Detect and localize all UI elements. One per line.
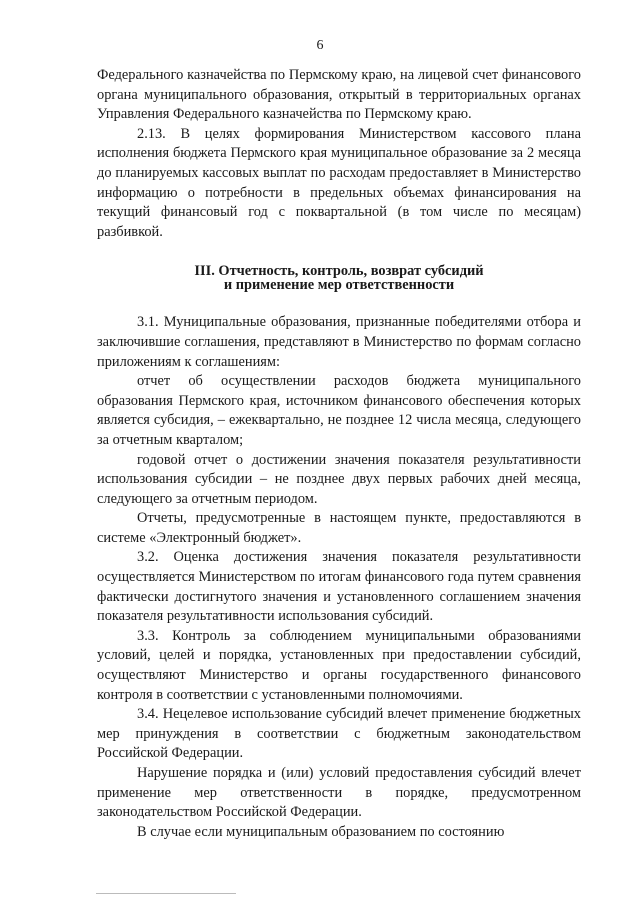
paragraph: 3.3. Контроль за соблюдением муниципальными образованиями условий, целей и порядка, установленных при предоставлении субсидий, осуществляют Министерство и органы государственного финансового контроля в соответствии с установленными полномочиями. [97, 627, 581, 703]
page-number: 6 [316, 38, 324, 53]
paragraph: годовой отчет о достижении значения показателя результативности использования субсидии – не позднее двух первых рабочих дней месяца, следующего за отчетным периодом. [97, 451, 581, 507]
paragraph: 2.13. В целях формирования Министерством кассового плана исполнения бюджета Пермского края муниципальное образование за 2 месяца до планируемых кассовых выплат по расходам предоставляет в Министерство информацию о потребности в предельных объемах финансирования на текущий финансовый год с поквартальной (в том числе по месяцам) разбивкой. [97, 125, 581, 240]
paragraph: 3.2. Оценка достижения значения показателя результативности осуществляется Министерством по итогам финансового года путем сравнения фактически достигнутого значения и установленного соглашением значения показателя результативности использования субсидий. [97, 549, 581, 625]
paragraph: В случае если муниципальным образованием по состоянию [137, 823, 505, 840]
paragraph: Нарушение порядка и (или) условий предоставления субсидий влечет применение мер ответственности в порядке, предусмотренном законодательством Российской Федерации. [97, 765, 581, 821]
paragraph: 3.4. Нецелевое использование субсидий влечет применение бюджетных мер принуждения в соответствии с бюджетным законодательством Российской Федерации. [97, 706, 581, 762]
document-body [97, 66, 581, 842]
paragraph: 3.1. Муниципальные образования, признанные победителями отбора и заключившие соглашения, представляют в Министерство по формам согласно приложениям к соглашениям: [97, 314, 581, 370]
scan-edge-line [96, 893, 236, 894]
section-heading-line: III. Отчетность, контроль, возврат субсидий [194, 263, 484, 280]
section-heading [97, 264, 581, 292]
section-heading-line: и применение мер ответственности [223, 277, 455, 294]
paragraph: Федерального казначейства по Пермскому краю, на лицевой счет финансового органа муниципального образования, открытый в территориальных органах Управления Федерального казначейства по Пермскому краю. [97, 67, 581, 123]
paragraph: Отчеты, предусмотренные в настоящем пункте, предоставляются в системе «Электронный бюджет». [97, 510, 581, 546]
paragraph: отчет об осуществлении расходов бюджета муниципального образования Пермского края, источником финансового обеспечения которых является субсидия, – ежеквартально, не позднее 12 числа месяца, следующего за отчетным кварталом; [97, 373, 581, 448]
